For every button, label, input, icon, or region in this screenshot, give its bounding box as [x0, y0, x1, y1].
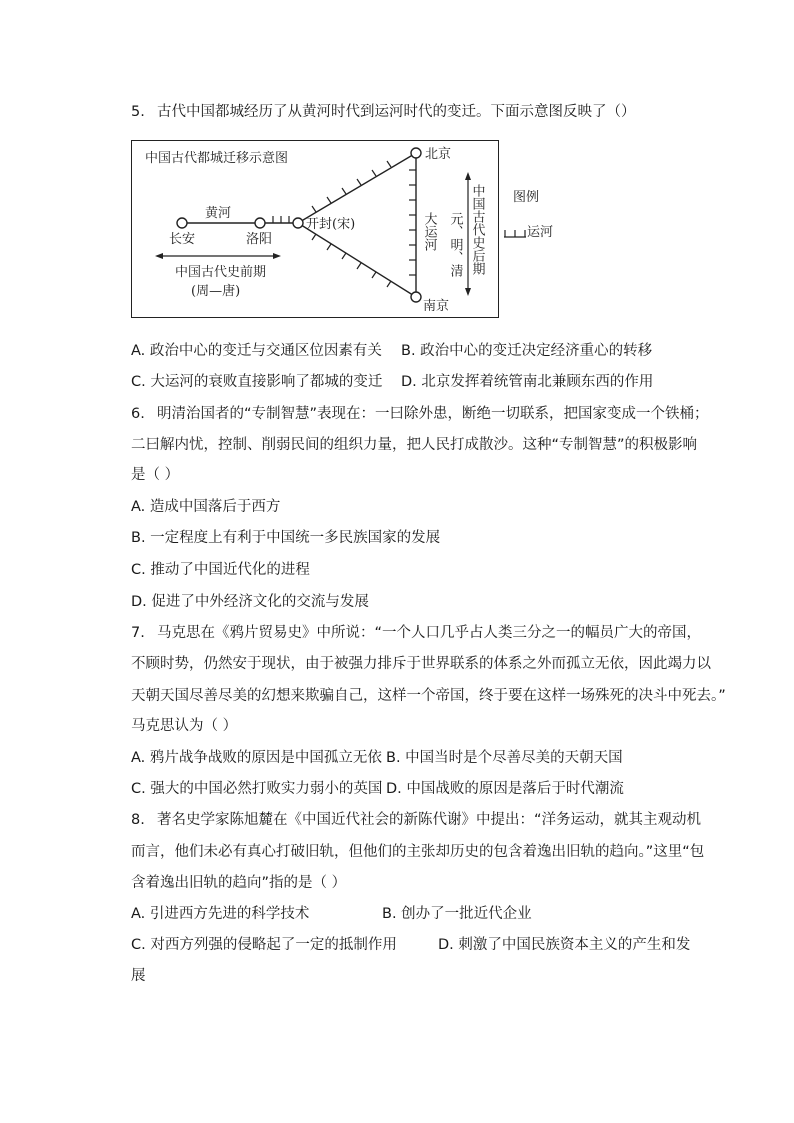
- luoyang-label: 洛阳: [246, 232, 273, 247]
- option-b[interactable]: B. 中国当时是个尽善尽美的天朝天国: [386, 750, 623, 766]
- option-a[interactable]: A. 造成中国落后于西方: [131, 499, 281, 515]
- option-b[interactable]: B. 政治中心的变迁决定经济重心的转移: [401, 343, 653, 359]
- question-6-stem-line-2: 二曰解内忧，控制、削弱民间的组织力量，把人民打成散沙。这种“专制智慧”的积极影响: [131, 437, 698, 453]
- question-number: 5.: [131, 104, 145, 120]
- question-number: 6.: [131, 406, 145, 422]
- legend-title: 图例: [513, 190, 540, 205]
- option-b[interactable]: B. 一定程度上有利于中国统一多民族国家的发展: [131, 530, 441, 546]
- question-6-stem-line-3: 是（ ）: [131, 467, 180, 483]
- option-c[interactable]: C. 对西方列强的侵略起了一定的抵制作用: [131, 937, 397, 953]
- option-c[interactable]: C. 大运河的衰败直接影响了都城的变迁: [131, 374, 383, 390]
- question-8-stem-line-3: 含着逸出旧轨的趋向”指的是（ ）: [131, 875, 347, 891]
- option-d-continuation: 展: [131, 968, 146, 984]
- option-c[interactable]: C. 推动了中国近代化的进程: [131, 562, 310, 578]
- option-c[interactable]: C. 强大的中国必然打败实力弱小的英国: [131, 781, 383, 797]
- early-range-label: (周—唐): [191, 284, 241, 299]
- question-8-stem: [131, 810, 701, 830]
- late-dynasties-label: 元、明、清: [447, 212, 463, 277]
- option-d[interactable]: D. 促进了中外经济文化的交流与发展: [131, 594, 369, 610]
- changan-marker: [177, 218, 187, 228]
- lower-canal-ticks: [312, 234, 391, 287]
- legend-canal-label: 运河: [527, 225, 554, 240]
- option-a[interactable]: A. 政治中心的变迁与交通区位因素有关: [131, 343, 382, 359]
- late-period-label: 中国古代史后期: [469, 184, 485, 275]
- question-number: 7.: [131, 625, 145, 641]
- option-d[interactable]: D. 中国战败的原因是落后于时代潮流: [386, 781, 624, 797]
- yellow-river-label: 黄河: [205, 206, 232, 221]
- question-text: 古代中国都城经历了从黄河时代到运河时代的变迁。下面示意图反映了（）: [157, 104, 636, 120]
- option-a[interactable]: A. 鸦片战争战败的原因是中国孤立无依: [131, 750, 382, 766]
- option-d[interactable]: D. 北京发挥着统管南北兼顾东西的作用: [401, 374, 654, 390]
- diagram-canvas: [131, 140, 499, 318]
- question-8-stem-line-2: 而言，他们未必有真心打破旧轨，但他们的主张却历史的包含着逸出旧轨的趋向。”这里“包: [131, 844, 705, 860]
- early-period-label: 中国古代史前期: [175, 265, 267, 280]
- upper-canal-ticks: [312, 161, 391, 212]
- grand-canal-ticks: [409, 170, 416, 275]
- nanjing-label: 南京: [423, 299, 450, 314]
- diagram-title: 中国古代都城迁移示意图: [145, 151, 289, 166]
- beijing-label: 北京: [425, 147, 452, 162]
- question-7-stem: [131, 623, 701, 643]
- question-number: 8.: [131, 812, 145, 828]
- beijing-marker: [411, 148, 421, 158]
- legend-canal: [503, 221, 553, 240]
- canal-symbol-icon: [503, 227, 527, 239]
- question-text: 著名史学家陈旭麓在《中国近代社会的新陈代谢》中提出：“洋务运动，就其主观动机: [157, 812, 702, 828]
- kaifeng-label: 开封(宋): [306, 217, 356, 232]
- option-d[interactable]: D. 刺激了中国民族资本主义的产生和发: [438, 937, 691, 953]
- question-7-stem-line-2: 不顾时势，仍然安于现状，由于被强力排斥于世界联系的体系之外而孤立无依，因此竭力以: [131, 656, 711, 672]
- question-7-stem-line-3: 天朝天国尽善尽美的幻想来欺骗自己，这样一个帝国，终于要在这样一场殊死的决斗中死去。”: [131, 688, 726, 704]
- changan-label: 长安: [169, 232, 196, 247]
- luoyang-marker: [255, 218, 265, 228]
- question-text: 明清治国者的“专制智慧”表现在：一曰除外患，断绝一切联系，把国家变成一个铁桶；: [157, 406, 709, 422]
- kaifeng-beijing-canal: [298, 153, 416, 223]
- question-6-stem: [131, 404, 709, 424]
- question-text: 马克思在《鸦片贸易史》中所说：“一个人口几乎占人类三分之一的幅员广大的帝国，: [157, 625, 702, 641]
- nanjing-marker: [411, 292, 421, 302]
- kaifeng-marker: [293, 218, 303, 228]
- question-5-stem: [131, 102, 636, 122]
- grand-canal-label: 大运河: [421, 212, 437, 251]
- option-a[interactable]: A. 引进西方先进的科学技术: [131, 906, 310, 922]
- option-b[interactable]: B. 创办了一批近代企业: [382, 906, 532, 922]
- question-7-stem-line-4: 马克思认为（ ）: [131, 718, 238, 734]
